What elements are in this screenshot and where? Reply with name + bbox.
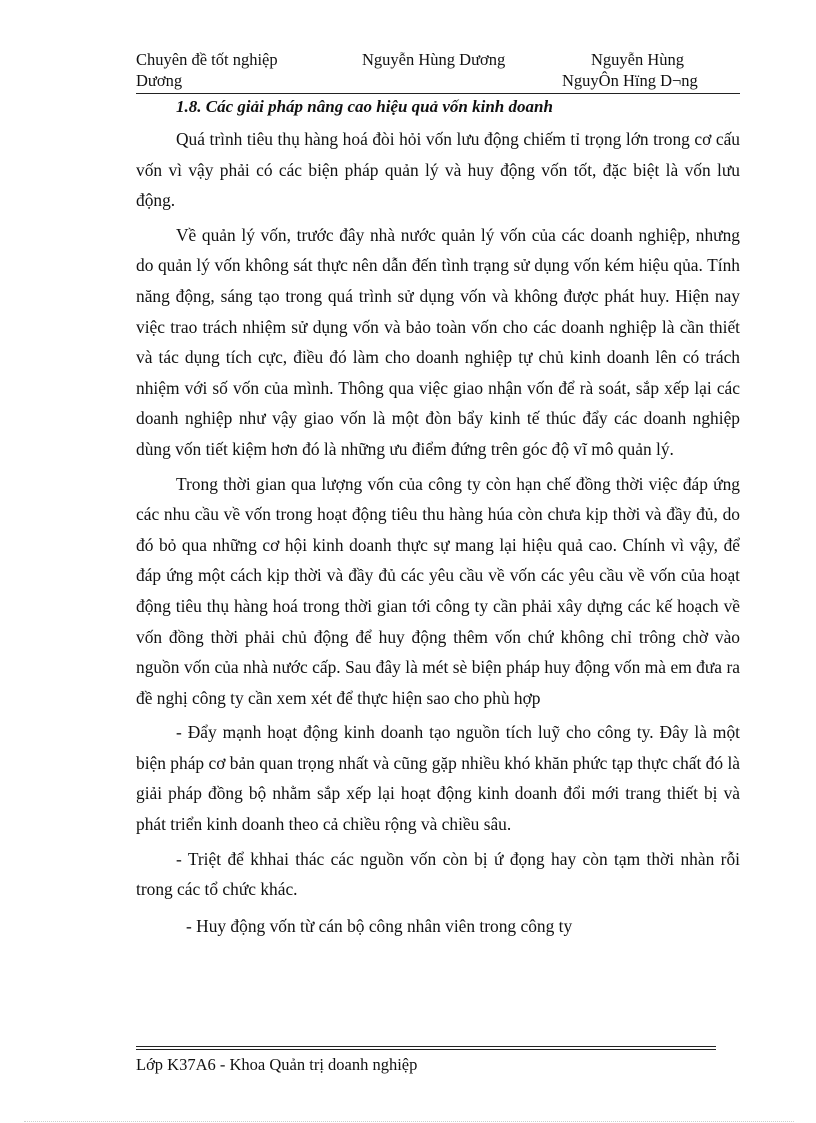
page-bottom-border	[24, 1121, 794, 1122]
header-left-line2: Dương	[136, 71, 183, 90]
footer-divider-bottom	[136, 1049, 716, 1050]
paragraph-1: Quá trình tiêu thụ hàng hoá đòi hỏi vốn lưu động chiếm tỉ trọng lớn trong cơ cấu vốn vì vậy phải có các biện pháp quản lý và huy động vốn tốt, đặc biệt là vốn lưu động.	[136, 129, 740, 211]
section-heading: 1.8. Các giải pháp nâng cao hiệu quả vốn kinh doanh	[176, 97, 553, 116]
paragraph-2: Về quản lý vốn, trước đây nhà nước quản lý vốn của các doanh nghiệp, nhưng do quản lý vốn không sát thực nên dẫn đến tình trạng sử dụng vốn kém hiệu qủa. Tính năng động, sáng tạo trong quá trình sử dụng vốn và không được phát huy. Hiện nay việc trao trách nhiệm sử dụng vốn và bảo toàn vốn cho các doanh nghiệp là cần thiết và tác dụng tích cực, điều đó làm cho doanh nghiệp tự chủ kinh doanh lên có trách nhiệm với số vốn của mình. Thông qua việc giao nhận vốn để rà soát, sắp xếp lại các doanh nghiệp như vậy giao vốn là một đòn bẩy kinh tế thúc đẩy các doanh nghiệp dùng vốn tiết kiệm hơn đó là những ưu điểm đứng trên góc độ vĩ mô quản lý.	[136, 224, 740, 459]
footer-text: Lớp K37A6 - Khoa Quản trị doanh nghiệp	[136, 1055, 418, 1074]
header-right-line2: NguyÔn Hïng D¬ng	[562, 71, 698, 90]
paragraph-3: Trong thời gian qua lượng vốn của công ty còn hạn chế đồng thời việc đáp ứng các nhu cầu về vốn trong hoạt động tiêu thu hàng húa còn chưa kịp thời và đầy đủ, do đó bỏ qua những cơ hội kinh doanh thực sự mang lại hiệu quả cao. Chính vì vậy, để đáp ứng một cách kịp thời và đầy đủ các yêu cầu về vốn các yêu cầu về vốn của hoạt động tiêu thụ hàng hoá trong thời gian tới công ty cần phải xây dựng các kế hoạch về vốn đồng thời phải chủ động để huy động thêm vốn chứ không chỉ trông chờ vào nguồn vốn của nhà nước cấp. Sau đây là mét sè biện pháp huy động vốn mà em đưa ra đề nghị công ty cần xem xét để thực hiện sao cho phù hợp	[136, 473, 740, 708]
header-left-line1: Chuyên đề tốt nghiệp	[136, 50, 278, 69]
header-divider	[136, 93, 740, 94]
header-right-line1: Nguyễn Hùng	[591, 50, 685, 69]
paragraph-5: - Triệt để khhai thác các nguồn vốn còn bị ứ đọng hay còn tạm thời nhàn rỗi trong các tổ chức khác.	[136, 848, 740, 900]
footer-divider-top	[136, 1046, 716, 1047]
paragraph-6: - Huy động vốn từ cán bộ công nhân viên trong công ty	[186, 915, 573, 936]
main-content	[136, 96, 740, 945]
paragraph-4: - Đẩy mạnh hoạt động kinh doanh tạo nguồn tích luỹ cho công ty. Đây là một biện pháp cơ bản quan trọng nhất và cũng gặp nhiều khó khăn phức tạp thực chất đó là giải pháp đồng bộ nhằm sắp xếp lại hoạt động kinh doanh đổi mới trang thiết bị và phát triển kinh doanh theo cả chiều rộng và chiều sâu.	[136, 722, 740, 835]
header-center-author: Nguyễn Hùng Dương	[362, 50, 506, 69]
